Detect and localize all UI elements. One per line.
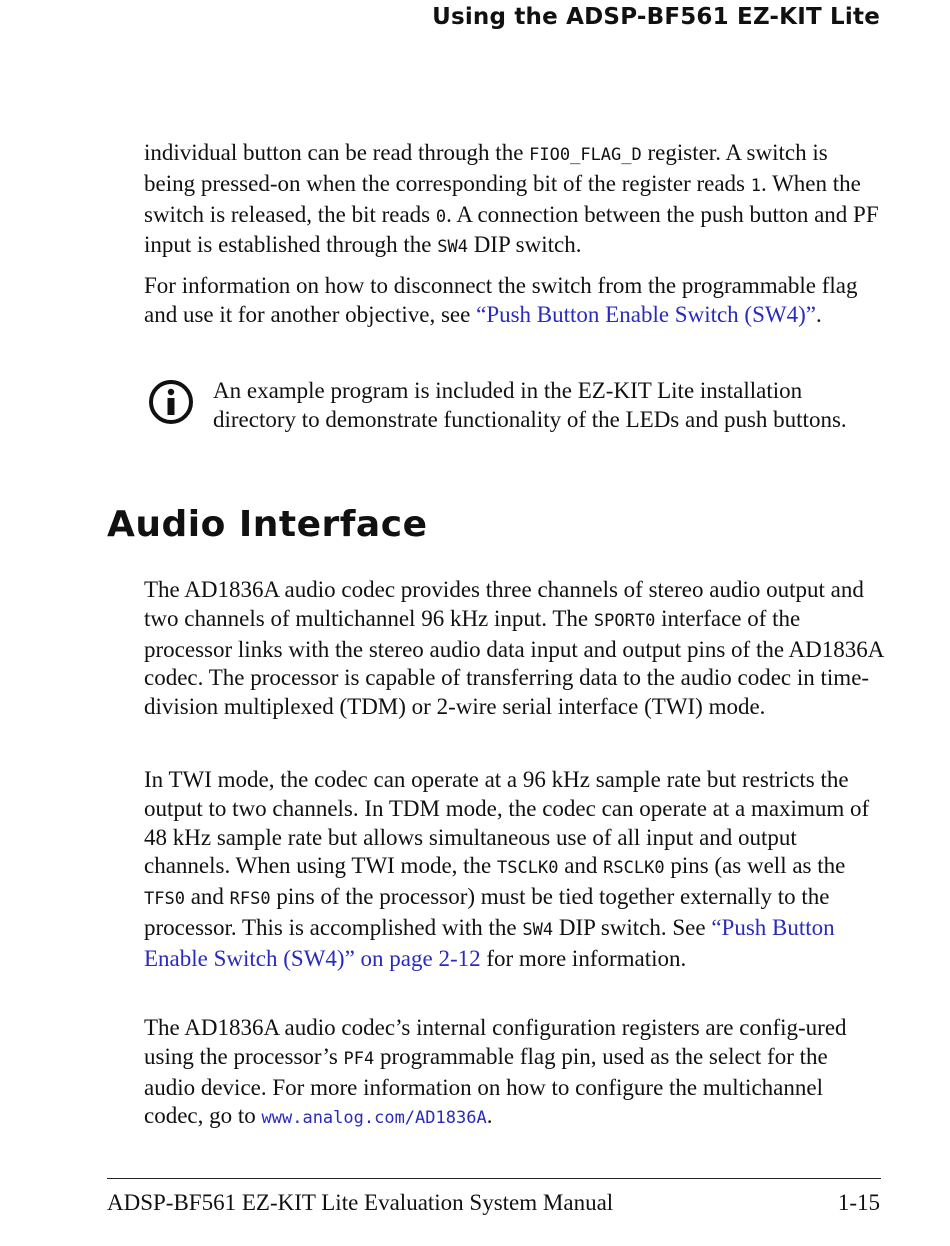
pin-name: RSCLK0 — [603, 858, 665, 879]
text-span: . When the switch is released, the bit reads — [144, 170, 861, 227]
text-span: programmable flag pin, used as the select for the audio device. For more information on how to configure the multichannel codec, go to — [144, 1043, 828, 1129]
running-header: Using the ADSP-BF561 EZ-KIT Lite — [432, 4, 880, 30]
text-span: In TWI mode, the codec can operate at a 96 kHz sample rate but restricts the output to two channels. In TDM mode, the codec can operate at a maximum of 48 kHz sample rate but allows simultaneous use of all input and output channels. When using TWI mode, the — [144, 767, 870, 879]
interface-name: SPORT0 — [593, 610, 656, 631]
pin-name: TFS0 — [144, 889, 185, 910]
text-span: and — [184, 884, 230, 910]
text-span: . — [486, 1103, 493, 1129]
text-span: for more information. — [480, 945, 687, 971]
bit-value: 0 — [435, 206, 447, 227]
text-span: The AD1836A audio codec’s internal configuration registers are config-ured using the processor’s — [144, 1015, 847, 1069]
footer-manual-title: ADSP-BF561 EZ-KIT Lite Evaluation System Manual — [107, 1190, 614, 1215]
cross-reference-link[interactable]: “Push Button Enable Switch (SW4)” on page 2-12 — [144, 914, 835, 971]
paragraph-disconnect-info — [144, 272, 884, 330]
text-span: interface of the processor links with the stereo audio data input and output pins of the AD1836A codec. The processor is capable of transferring data to the audio codec in time-division multiplexed (TDM) or 2-wire serial interface (TWI) mode. — [144, 605, 884, 720]
paragraph-twi-tdm-modes — [144, 766, 884, 974]
switch-name: SW4 — [522, 919, 554, 940]
pin-name: RFS0 — [229, 889, 271, 910]
text-span: register. A switch is being pressed-on when the corresponding bit of the register reads — [144, 140, 828, 196]
text-span: DIP switch. See — [553, 914, 712, 940]
pin-name: PF4 — [343, 1048, 375, 1069]
pin-name: TSCLK0 — [497, 858, 559, 879]
text-span: . A connection between the push button and PF input is established through the — [144, 201, 879, 258]
info-icon — [148, 379, 194, 425]
text-span: pins of the processor) must be tied together externally to the processor. This is accomplished with the — [144, 884, 830, 940]
footer-page-number: 1-15 — [837, 1190, 880, 1215]
text-span: and — [558, 853, 604, 879]
text-span: For information on how to disconnect the switch from the programmable flag and use it for another objective, see — [144, 273, 858, 327]
footer-divider — [107, 1178, 881, 1179]
web-link[interactable]: www.analog.com/AD1836A — [261, 1108, 487, 1129]
cross-reference-link[interactable]: “Push Button Enable Switch (SW4)” — [476, 301, 816, 327]
paragraph-codec-overview — [144, 576, 884, 722]
register-name: FIO0_FLAG_D — [529, 145, 642, 165]
text-span: The AD1836A audio codec provides three channels of stereo audio output and two channels of multichannel 96 kHz input. The — [144, 577, 864, 631]
note-text: An example program is included in the EZ-KIT Lite installation directory to demonstrate functionality of the LEDs and push buttons. — [213, 378, 847, 432]
paragraph-codec-configuration — [144, 1014, 884, 1133]
text-span: . — [815, 301, 822, 327]
paragraph-button-read — [144, 139, 884, 262]
text-span: DIP switch. — [467, 232, 582, 258]
section-heading: Audio Interface — [107, 504, 428, 545]
switch-name: SW4 — [437, 237, 468, 258]
text-span: individual button can be read through the — [144, 140, 530, 165]
bit-value: 1 — [750, 175, 762, 196]
text-span: pins (as well as the — [664, 853, 846, 879]
